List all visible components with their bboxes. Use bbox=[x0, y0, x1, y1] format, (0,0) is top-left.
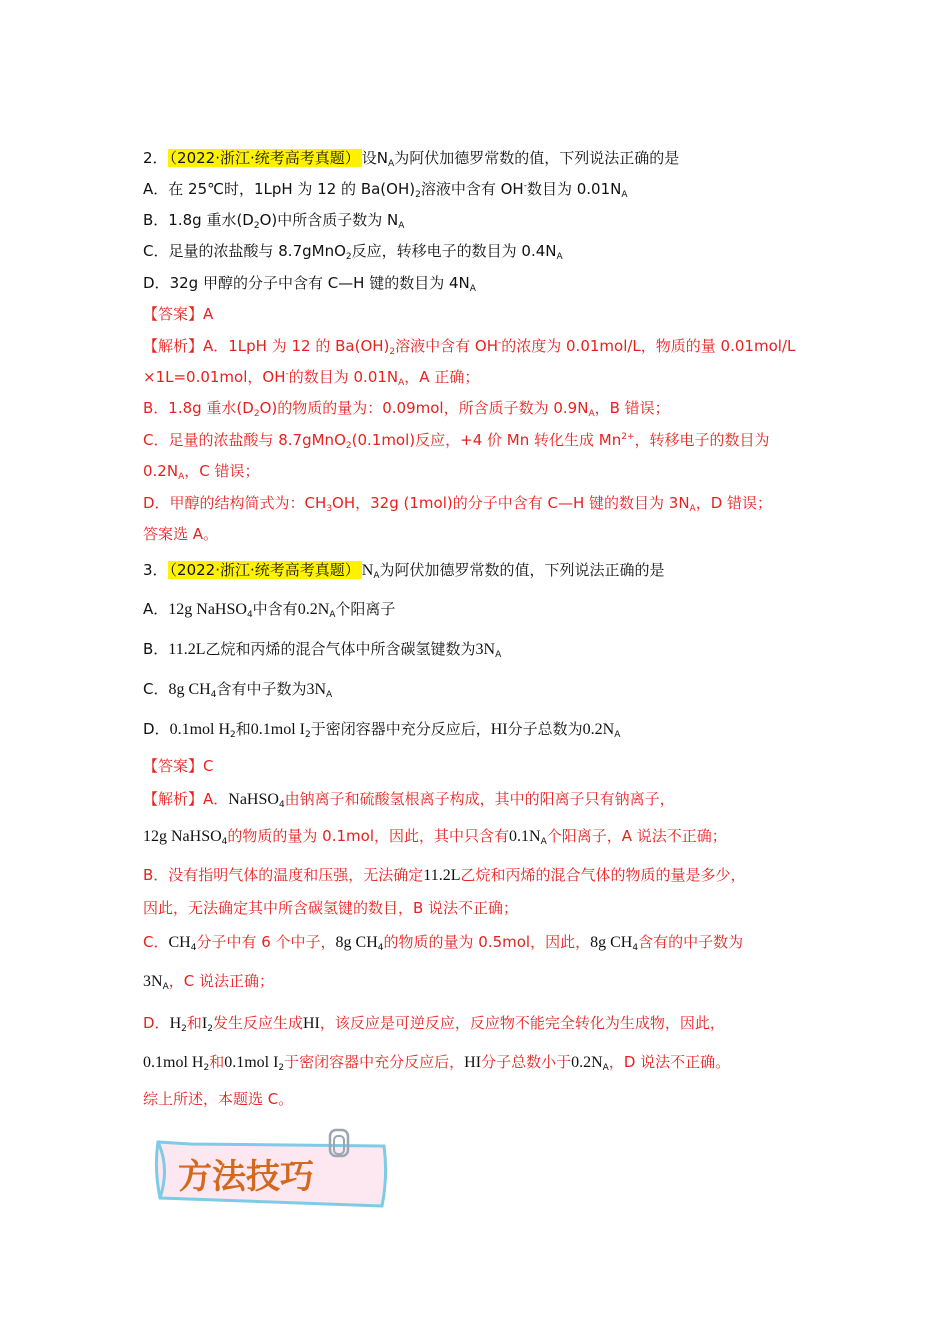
method-tips-tag bbox=[150, 1128, 394, 1212]
q2-explanation-line: 【解析】A．1LpH 为 12 的 $Ba(OH)_2$溶液中含有 OH-的浓度为 0.01mol/L，物质的量 0.01mol/L bbox=[143, 337, 796, 357]
q2-explanation-line: $0.2N_A$，C 错误； bbox=[143, 462, 260, 482]
q2-option-b: B．1.8g 重水$(D_2O)$中所含质子数为 $N_A$ bbox=[143, 211, 405, 231]
q3-option-b: B．11.2L乙烷和丙烯的混合气体中所含碳氢键数为$3N_A$ bbox=[143, 640, 502, 660]
q2-explanation-line: ×1L=0.01mol，OH-的数目为 $0.01N_A$，A 正确； bbox=[143, 368, 480, 388]
q3-stem: 3． （2022·浙江·统考高考真题） $N_A$为阿伏加德罗常数的值，下列说法正确的是 bbox=[143, 561, 665, 581]
q3-explanation-line: $3N_A$，C 说法正确； bbox=[143, 972, 274, 992]
q2-explanation-line: B．1.8g 重水$(D_2O)$的物质的量为：0.09mol，所含质子数为 $0.9N_A$，B 错误； bbox=[143, 399, 670, 419]
q2-final-answer: 答案选 A。 bbox=[143, 525, 219, 543]
q3-option-c: C．8g $CH_4$含有中子数为$3N_A$ bbox=[143, 680, 333, 700]
q3-answer: 【答案】C bbox=[143, 757, 214, 775]
tag-label: 方法技巧 bbox=[178, 1157, 314, 1197]
tag-banner bbox=[150, 1128, 394, 1212]
q3-option-a: A．12g NaHSO$_4$中含有$0.2N_A$个阳离子 bbox=[143, 600, 396, 620]
q2-option-d: D．32g 甲醇的分子中含有 C—H 键的数目为 $4N_A$ bbox=[143, 274, 476, 294]
q2-explanation-line: C．足量的浓盐酸与 8.7gMnO$_2$(0.1mol)反应，+4 价 Mn 转化生成 $Mn^{2+}$，转移电子的数目为 bbox=[143, 431, 770, 451]
q3-explanation-line: 0.1mol $H_2$和0.1mol $I_2$于密闭容器中充分反应后，HI分子总数小于$0.2N_A$，D 说法不正确。 bbox=[143, 1053, 731, 1073]
q2-answer: 【答案】A bbox=[143, 305, 214, 323]
q2-explanation-line: D．甲醇的结构简式为：$CH_3OH$，32g (1mol)的分子中含有 C—H 键的数目为 $3N_A$，D 错误； bbox=[143, 494, 773, 514]
q3-source-highlight: （2022·浙江·统考高考真题） bbox=[169, 561, 360, 579]
q2-option-a: A．在 25℃时，1LpH 为 12 的 $Ba(OH)_2$溶液中含有 OH-数目为 $0.01N_A$ bbox=[143, 180, 628, 200]
q2-stem: 2． （2022·浙江·统考高考真题） 设$N_A$为阿伏加德罗常数的值，下列说法正确的是 bbox=[143, 149, 680, 169]
q3-explanation-line: C．$CH_4$分子中有 6 个中子，8g $CH_4$的物质的量为 0.5mol，因此，8g $CH_4$含有的中子数为 bbox=[143, 933, 744, 953]
q3-option-d: D．0.1mol $H_2$和0.1mol $I_2$于密闭容器中充分反应后，HI分子总数为$0.2N_A$ bbox=[143, 720, 621, 740]
q3-explanation-line: B．没有指明气体的温度和压强，无法确定11.2L乙烷和丙烯的混合气体的物质的量是多少， bbox=[143, 866, 746, 884]
q2-source-highlight: （2022·浙江·统考高考真题） bbox=[169, 149, 360, 167]
q3-explanation-line: 因此，无法确定其中所含碳氢键的数目，B 说法不正确； bbox=[143, 899, 519, 917]
q3-summary: 综上所述，本题选 C。 bbox=[143, 1090, 294, 1108]
q3-explanation-line: D．$H_2$和$I_2$发生反应生成HI，该反应是可逆反应，反应物不能完全转化为生成物，因此， bbox=[143, 1014, 725, 1034]
q3-explanation-line: 12g NaHSO$_4$的物质的量为 0.1mol，因此，其中只含有$0.1N_A$个阳离子，A 说法不正确； bbox=[143, 827, 727, 847]
q2-option-c: C．足量的浓盐酸与 8.7gMnO$_2$反应，转移电子的数目为 $0.4N_A$ bbox=[143, 242, 563, 262]
q3-explanation-line: 【解析】A．NaHSO$_4$由钠离子和硫酸氢根离子构成，其中的阳离子只有钠离子， bbox=[143, 790, 675, 810]
